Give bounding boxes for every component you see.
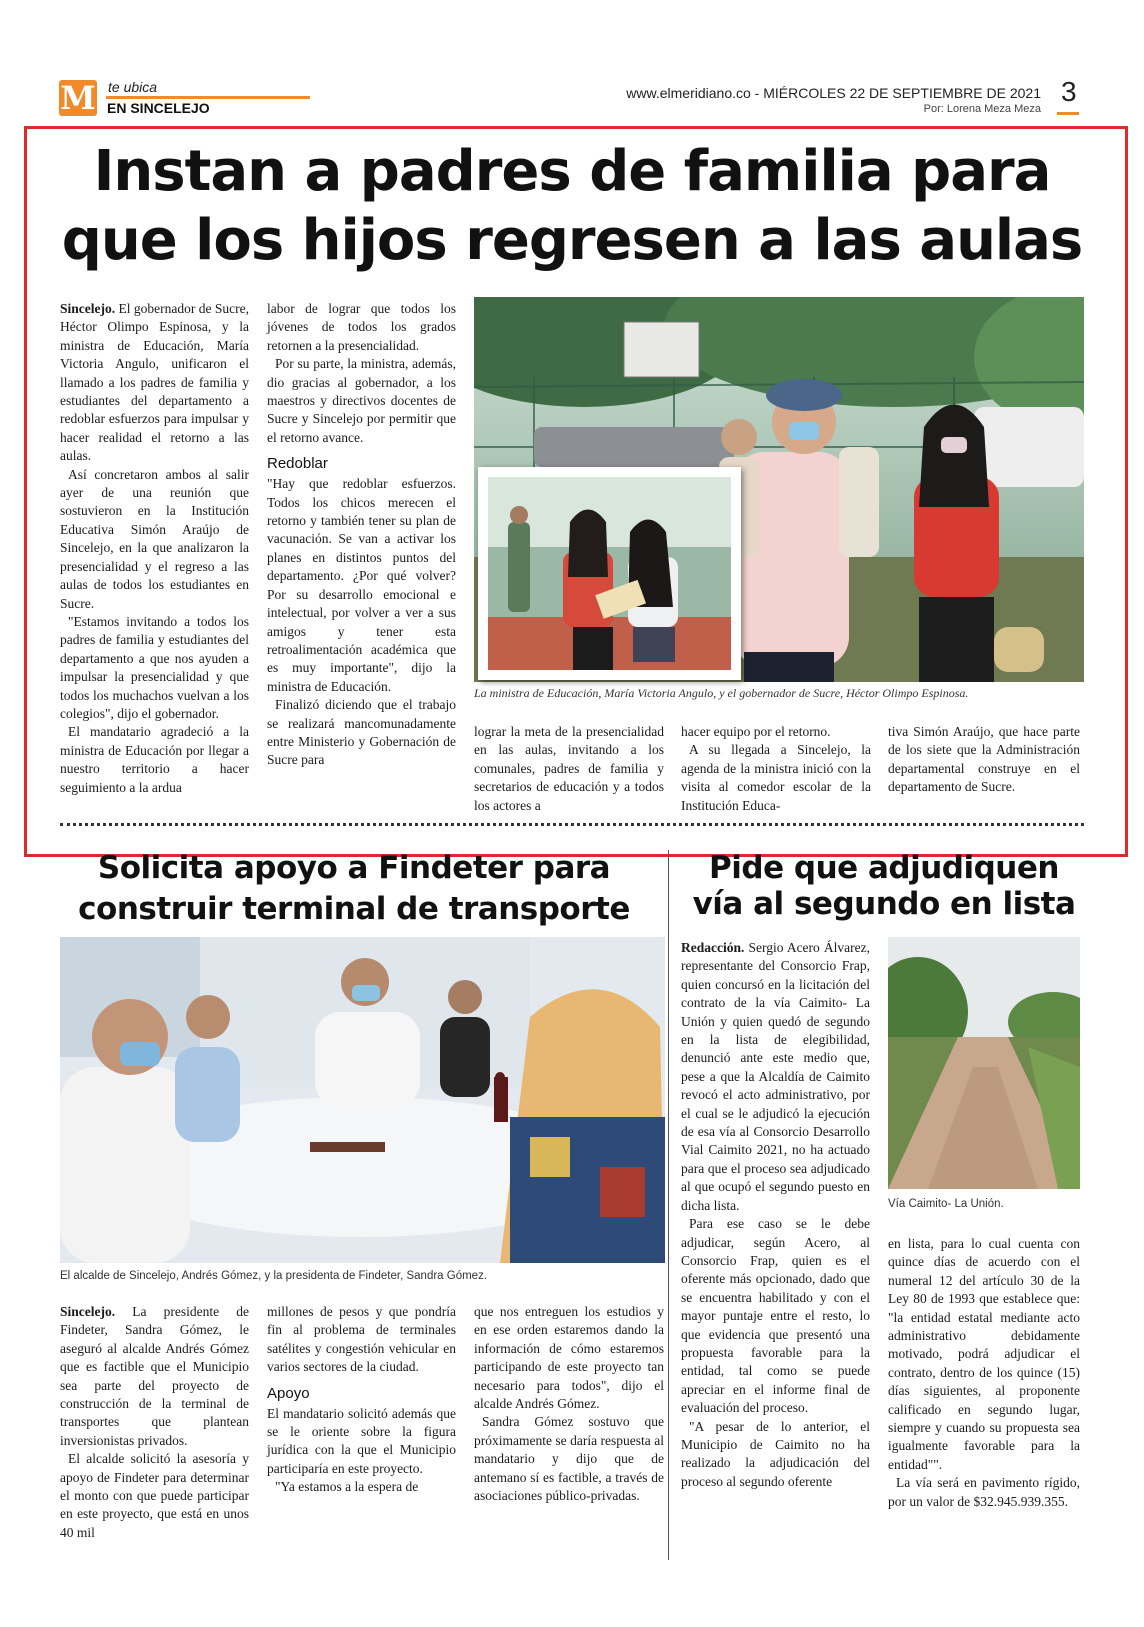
dateline: Sincelejo. <box>60 301 116 316</box>
paragraph: Sandra Gómez sostuvo que próximamente se daría respuesta al mandatario y dijo que de antemano sí es factible, a través de asociaciones público-privadas. <box>474 1414 664 1504</box>
paragraph: Así concretaron ambos al salir ayer de una reunión que sostuvieron en la Institución Educativa Simón Araújo de Sincelejo, en la que analizaron la presencialidad y el regreso a las aulas de todos los estudiantes en Sucre. <box>60 466 249 611</box>
dateline: Sincelejo. <box>60 1304 116 1319</box>
paragraph: Por su parte, la ministra, además, dio gracias al gobernador, a los maestros y directivos docentes de Sucre y Sincelejo por permitir que el retorno avance. <box>267 356 456 445</box>
article3-photo <box>888 937 1080 1189</box>
paragraph: en lista, para lo cual cuenta con quince días de acuerdo con el numeral 12 del artículo 30 de la Ley 80 de 1993 que establece que: "la entidad estatal mediante acto administrativo debidamente motivado, podrá adjudicar el contrato, dentro de los quince (15) días siguientes, al proponente calificado en segundo lugar, siempre y cuando su propuesta sea igualmente favorable para la entidad"". <box>888 1236 1080 1472</box>
newspaper-logo <box>59 80 97 116</box>
logo-letter: M <box>60 79 96 117</box>
paragraph: El mandatario solicitó además que se le oriente sobre la figura jurídica con la que el Municipio participaría en este proyecto. <box>267 1405 456 1476</box>
article1-headline-line2: que los hijos regresen a las aulas <box>61 208 1083 273</box>
paragraph: La vía será en pavimento rígido, por un valor de $32.945.939.355. <box>888 1475 1080 1509</box>
photo-students <box>478 467 741 680</box>
paragraph: A su llegada a Sincelejo, la agenda de la ministra inició con la visita al comedor escolar de la Institución Educa- <box>681 742 871 813</box>
article1-col5 <box>888 723 1080 797</box>
article2-headline-line1: Solicita apoyo a Findeter para <box>97 850 611 886</box>
article3-headline-line2: vía al segundo en lista <box>692 886 1076 922</box>
paragraph: lograr la meta de la presencialidad en las aulas, invitando a los comunales, padres de familia y secretarios de educación y a todos los actores a <box>474 724 664 813</box>
paragraph: tiva Simón Araújo, que hace parte de los siete que la Administración departamental construye en el departamento de Sucre. <box>888 724 1080 795</box>
article1-col4 <box>681 723 871 815</box>
article2-col3 <box>474 1303 664 1505</box>
paragraph: que nos entreguen los estudios y en ese orden estaremos dando la información de cómo estaremos participando de este proyecto tan necesario para todos", dijo el alcalde Andrés Gómez. <box>474 1304 664 1412</box>
photo-road <box>888 937 1080 1189</box>
article1-photo-caption: La ministra de Educación, María Victoria Angulo, y el gobernador de Sucre, Héctor Olimpo Espinosa. <box>474 686 969 700</box>
section-rule <box>106 96 310 99</box>
article1-inset-photo <box>478 467 741 680</box>
paragraph: "Hay que redoblar esfuerzos. Todos los chicos merecen el retorno y también tener su plan de vacunación. Se van a activar los planes en distintos puntos del departamento. ¿Por qué volver? Por su desarrollo emocional e intelectual, por volver a ver a sus amigos y tener esta retroalimentación académica que es muy importante", dijo la ministra de Educación. <box>267 476 456 694</box>
article1-headline-line1: Instan a padres de familia para <box>93 139 1051 204</box>
article3-col1 <box>681 939 870 1491</box>
article2-col2 <box>267 1303 456 1497</box>
article2-col1 <box>60 1303 249 1542</box>
paragraph: millones de pesos y que pondría fin al problema de terminales satélites y congestión vehicular en varios sectores de la ciudad. <box>267 1304 456 1375</box>
paragraph: "A pesar de lo anterior, el Municipio de Caimito no ha realizado la adjudicación del proceso al segundo oferente <box>681 1418 870 1489</box>
page-number-rule <box>1057 112 1079 115</box>
paragraph: hacer equipo por el retorno. <box>681 724 831 739</box>
article1-col1 <box>60 300 249 797</box>
article3-headline-line1: Pide que adjudiquen <box>709 850 1059 886</box>
article1-col3 <box>474 723 664 815</box>
paragraph: "Ya estamos a la espera de <box>275 1479 419 1495</box>
article-separator <box>60 823 1084 826</box>
dateline: Redacción. <box>681 940 745 955</box>
paragraph: El gobernador de Sucre, Héctor Olimpo Espinosa, y la ministra de Educación, María Victoria Angulo, unificaron el llamado a los padres de familia y estudiantes del departamento a redoblar esfuerzos para impulsar y hacer realidad el retorno a las aulas. <box>60 301 250 464</box>
paragraph: El alcalde solicitó la asesoría y apoyo de Findeter para determinar el monto con que puede participar en este proyecto, que está en unos 40 mil <box>60 1451 249 1540</box>
article2-headline-line2: construir terminal de transporte <box>78 891 630 927</box>
byline: Por: Lorena Meza Meza <box>923 103 1041 115</box>
paragraph: Finalizó diciendo que el trabajo se realizará mancomunadamente entre Ministerio y Gobernación de Sucre para <box>267 697 456 768</box>
subhead: Apoyo <box>267 1384 310 1402</box>
paragraph: "Estamos invitando a todos los padres de familia y estudiantes del departamento a que nos ayuden a impulsar la presencialidad y que todos los muchachos vuelvan a los colegios", dijo el gobernador. <box>60 613 249 721</box>
article3-photo-caption: Vía Caimito- La Unión. <box>888 1198 1004 1210</box>
section-name: EN SINCELEJO <box>107 100 210 116</box>
subhead: Redoblar <box>267 455 328 473</box>
section-tagline: te ubica <box>108 79 158 95</box>
article2-photo-caption: El alcalde de Sincelejo, Andrés Gómez, y la presidenta de Findeter, Sandra Gómez. <box>60 1270 488 1282</box>
paragraph: labor de lograr que todos los jóvenes de todos los grados retornen a la presencialidad. <box>267 301 456 353</box>
paragraph: La presidente de Findeter, Sandra Gómez, le aseguró al alcalde Andrés Gómez que es factible que el Municipio sea parte del proyecto de construcción de la terminal de transportes que plantean inversionistas privados. <box>60 1304 249 1448</box>
column-rule <box>668 850 669 1560</box>
paragraph: El mandatario agradeció a la ministra de Educación por llegar a nuestro territorio a hacer seguimiento a la ardua <box>60 724 249 795</box>
article2-photo <box>60 937 665 1263</box>
paragraph: Sergio Acero Álvarez, representante del Consorcio Frap, quien concursó en la licitación del contrato de la vía Caimito- La Unión y quien quedó de segundo en la lista de elegibilidad, denunció ante este medio que, pese a que la Alcaldía de Caimito revocó el acto administrativo, por el cual se le adjudicó la ejecución de esa vía al Consorcio Desarrollo Vial Caimito 2021, no ha actuado para que el proceso sea adjudicado al que ocupó el segundo puesto en dicha lista. <box>681 940 870 1213</box>
article3-col2 <box>888 1235 1080 1511</box>
site-and-date: www.elmeridiano.co - MIÉRCOLES 22 DE SEPTIEMBRE DE 2021 <box>626 85 1041 101</box>
photo-meeting <box>60 937 665 1263</box>
paragraph: Para ese caso se le debe adjudicar, según Acero, al Consorcio Frap, quien es el oferente más opcionado, dado que se encuentra habilitado y con el mayor puntaje entre el resto, lo que evidencia que presentó una propuesta favorable para la entidad, tal como se puede apreciar en el informe final de evaluación del proceso. <box>681 1216 870 1416</box>
article1-col2 <box>267 300 456 770</box>
page-number: 3 <box>1061 76 1077 107</box>
